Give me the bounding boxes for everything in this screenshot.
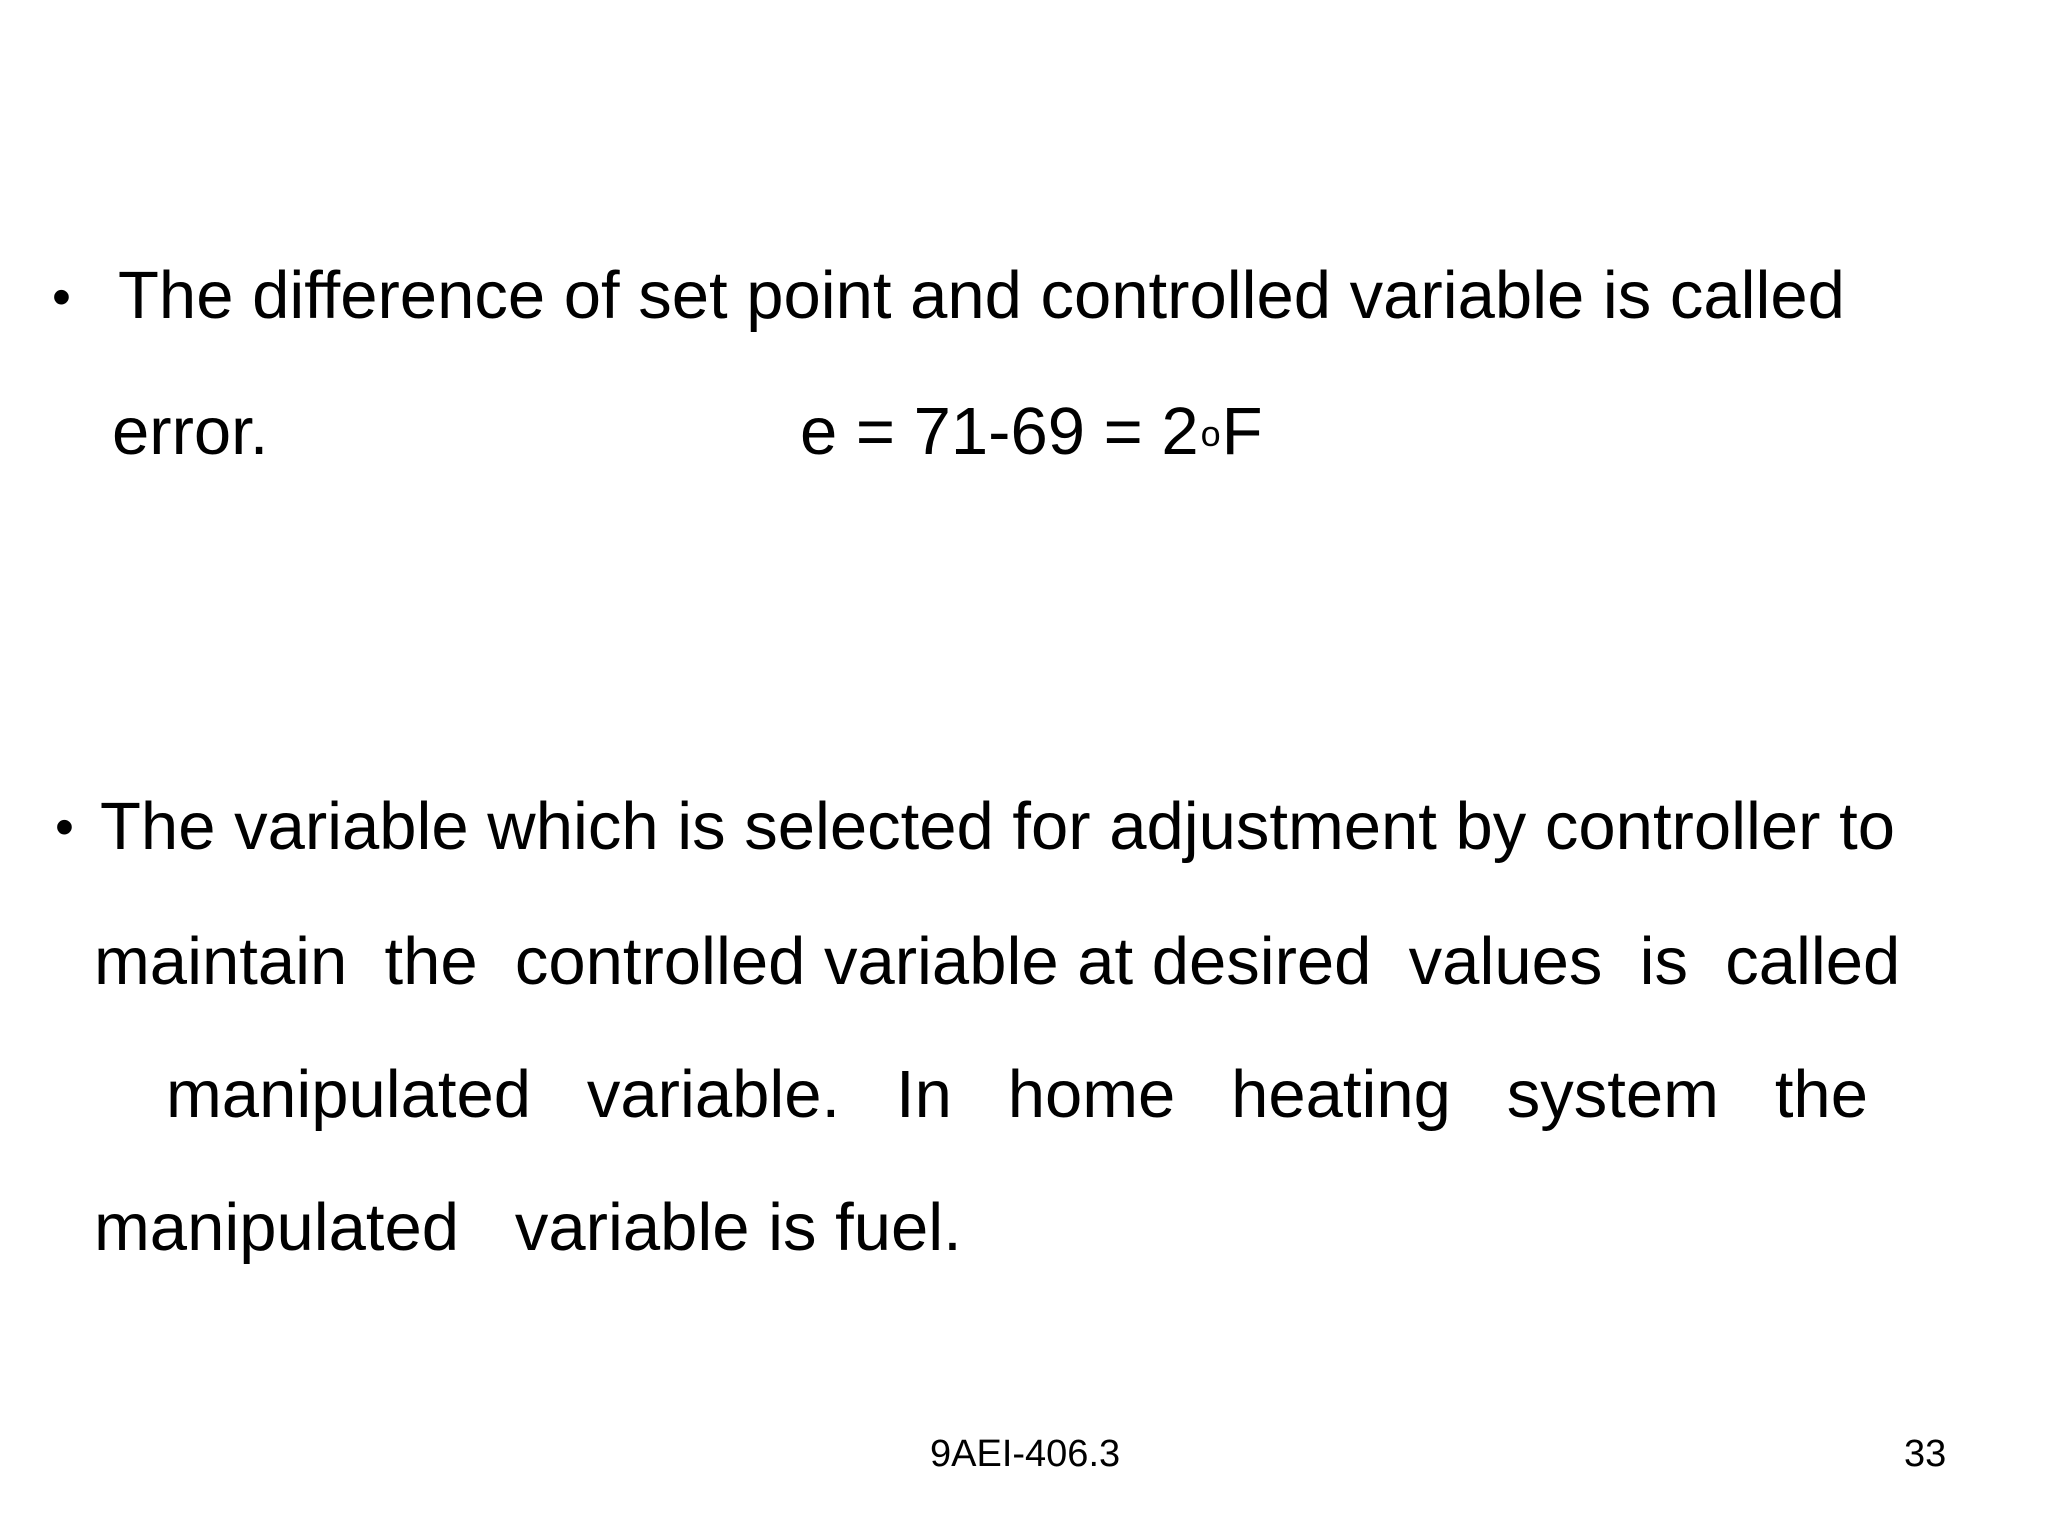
footer-page-number: 33 bbox=[1904, 1433, 1947, 1475]
error-definition-line1: The difference of set point and controlled variable is called bbox=[118, 258, 1845, 333]
bullet-icon: • bbox=[55, 797, 74, 857]
equation-unit: F bbox=[1221, 394, 1263, 469]
error-term: error. bbox=[112, 394, 269, 469]
bullet-icon: • bbox=[52, 267, 71, 327]
degree-symbol: o bbox=[1200, 413, 1221, 454]
error-equation bbox=[800, 394, 1263, 469]
manipulated-definition-line1: The variable which is selected for adjustment by controller to bbox=[100, 789, 1895, 864]
manipulated-definition-line4: manipulated variable is fuel. bbox=[94, 1190, 962, 1265]
footer-course-code: 9AEI-406.3 bbox=[930, 1433, 1121, 1475]
equation-value: e = 71-69 = 2 bbox=[800, 394, 1199, 469]
manipulated-definition-line2: maintain the controlled variable at desired values is called bbox=[94, 924, 1901, 999]
manipulated-definition-line3: manipulated variable. In home heating system the bbox=[166, 1057, 1868, 1132]
